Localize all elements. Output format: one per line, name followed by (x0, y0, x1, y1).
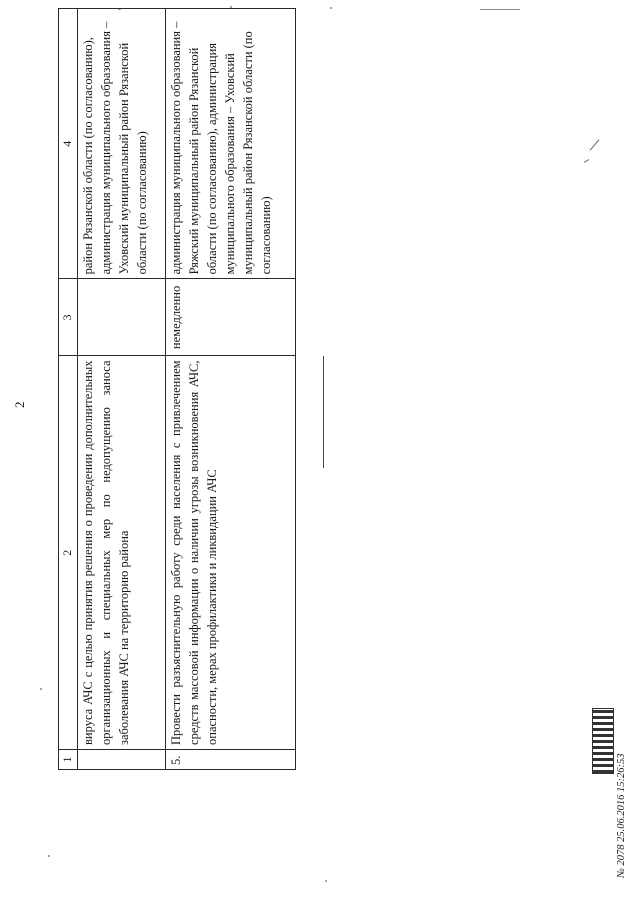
document-table (58, 8, 296, 770)
action-cell: вируса АЧС с целью принятия решения о проведении дополнительных организационных и специальных мер по недопущению заноса заболевания АЧС на территорию района (78, 356, 166, 750)
header-cell: 2 (59, 356, 78, 750)
registration-number: № 2078 25.06.2016 15:26:53 (616, 753, 627, 878)
header-cell: 4 (59, 9, 78, 279)
pen-mark (584, 159, 590, 163)
term-cell (78, 279, 166, 356)
row-number: 5. (165, 749, 295, 769)
scan-speck (480, 9, 520, 10)
header-cell: 1 (59, 749, 78, 769)
scan-speck (40, 688, 42, 690)
responsible-cell: район Рязанской области (по согласованию), администрация муниципального образования – Уховский муниципальный район Рязанской области (по согласованию) (78, 9, 166, 279)
separator-line (323, 356, 324, 468)
table-row (165, 9, 295, 770)
term-cell: немедленно (165, 279, 295, 356)
table-header-row (59, 9, 78, 770)
responsible-cell: администрация муниципального образования – Ряжский муниципальный район Рязанской области (по согласованию), администрация муниципального образования – Уховский муниципальный район Рязанской области (по согласованию) (165, 9, 295, 279)
row-number (78, 749, 166, 769)
pen-mark (590, 139, 600, 150)
table-row (78, 9, 166, 770)
scan-speck (48, 855, 50, 857)
registration-stamp (592, 708, 627, 898)
scan-speck (330, 7, 332, 9)
scan-speck (325, 880, 327, 882)
page-number: 2 (12, 401, 27, 408)
stamp-logo-icon (592, 708, 614, 774)
action-cell: Провести разъяснительную работу среди населения с привлечением средств массовой информации о наличии угрозы возникновения АЧС, опасности, мерах профилактики и ликвидации АЧС (165, 356, 295, 750)
header-cell: 3 (59, 279, 78, 356)
